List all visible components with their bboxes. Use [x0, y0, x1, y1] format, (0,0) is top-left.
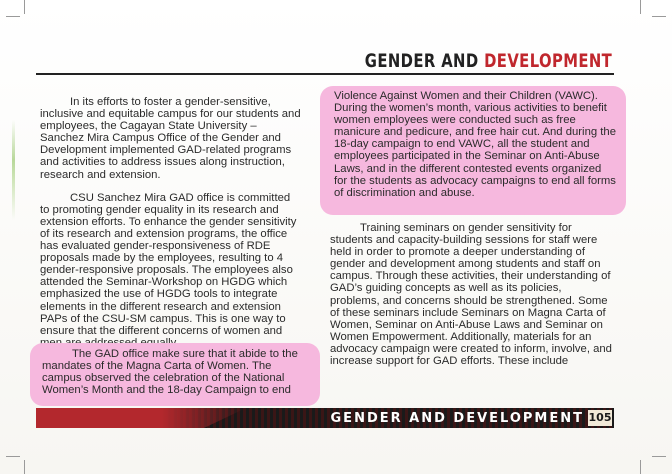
- footer-bar: [36, 408, 614, 428]
- crop-mark: [652, 16, 666, 17]
- page-header-title: [365, 50, 612, 72]
- spine-accent: [12, 120, 15, 220]
- crop-mark: [24, 0, 25, 14]
- header-rule: [36, 73, 614, 75]
- footer-title: GENDER AND DEVELOPMENT: [330, 411, 584, 426]
- highlight-box-left: [30, 343, 320, 406]
- highlight-box-right: [320, 86, 626, 215]
- header-title-gender: GENDER AND: [364, 50, 479, 72]
- right-column: [330, 222, 614, 367]
- crop-mark: [24, 460, 25, 474]
- left-paragraph-1: In its efforts to foster a gender-sensitive, inclusive and equitable campus for our students and employees, the Cagayan State University – Sanchez Mira Campus Office of the Gender and Development implemented GAD-related programs and activities to address issues along instruction, research and extension.: [40, 96, 301, 181]
- page-number: 105: [588, 411, 612, 424]
- crop-mark: [652, 456, 666, 457]
- right-highlight-text: Violence Against Women and their Children (VAWC). During the women’s month, various activities to benefit women employees were conducted such as free manicure and pedicure, and free hair cut. And during the 18-day campaign to end VAWC, all the student and employees participated in the Seminar on Anti-Abuse Laws, and in the different contested events organized for the students as advocacy campaigns to end all forms of discrimination and abuse.: [334, 90, 616, 199]
- header-title-development: DEVELOPMENT: [483, 50, 612, 72]
- crop-mark: [6, 456, 20, 457]
- left-column: [40, 96, 302, 349]
- crop-mark: [6, 16, 20, 17]
- crop-mark: [640, 0, 641, 14]
- crop-mark: [640, 460, 641, 474]
- left-paragraph-2: CSU Sanchez Mira GAD office is committed to promoting gender equality in its research and extension efforts. To enhance the gender sensitivity of its research and extension programs, the office has evaluated gender-responsiveness of RDE proposals made by the employees, resulting to 4 gender-responsive proposals. The employees also attended the Seminar-Workshop on HGDG which emphasized the use of HGDG tools to integrate elements in the different research and extension PAPs of the CSU-SM campus. This is one way to ensure that the different concerns of women and: [40, 191, 297, 337]
- left-highlight-text: The GAD office make sure that it abide to the mandates of the Magna Carta of Women. The campus observed the celebration of the National Women’s Month and the 18-day Campaign to end: [42, 348, 298, 397]
- right-paragraph: Training seminars on gender sensitivity for students and capacity-building sessions for staff were held in order to promote a deeper understanding of gender and development among students and staff on campus. Through these activities, their understanding of GAD’s guiding concepts as well as its policies, problems, and concerns should be strengthened. Some of these seminars include Seminars on Magna Carta of Women, Seminar on Anti-Abuse Laws and Seminar on Women Empowerment. Additionally, materials for an advocacy campaign were created to inform, involve, and increase support for GAD efforts. These include: [330, 222, 612, 368]
